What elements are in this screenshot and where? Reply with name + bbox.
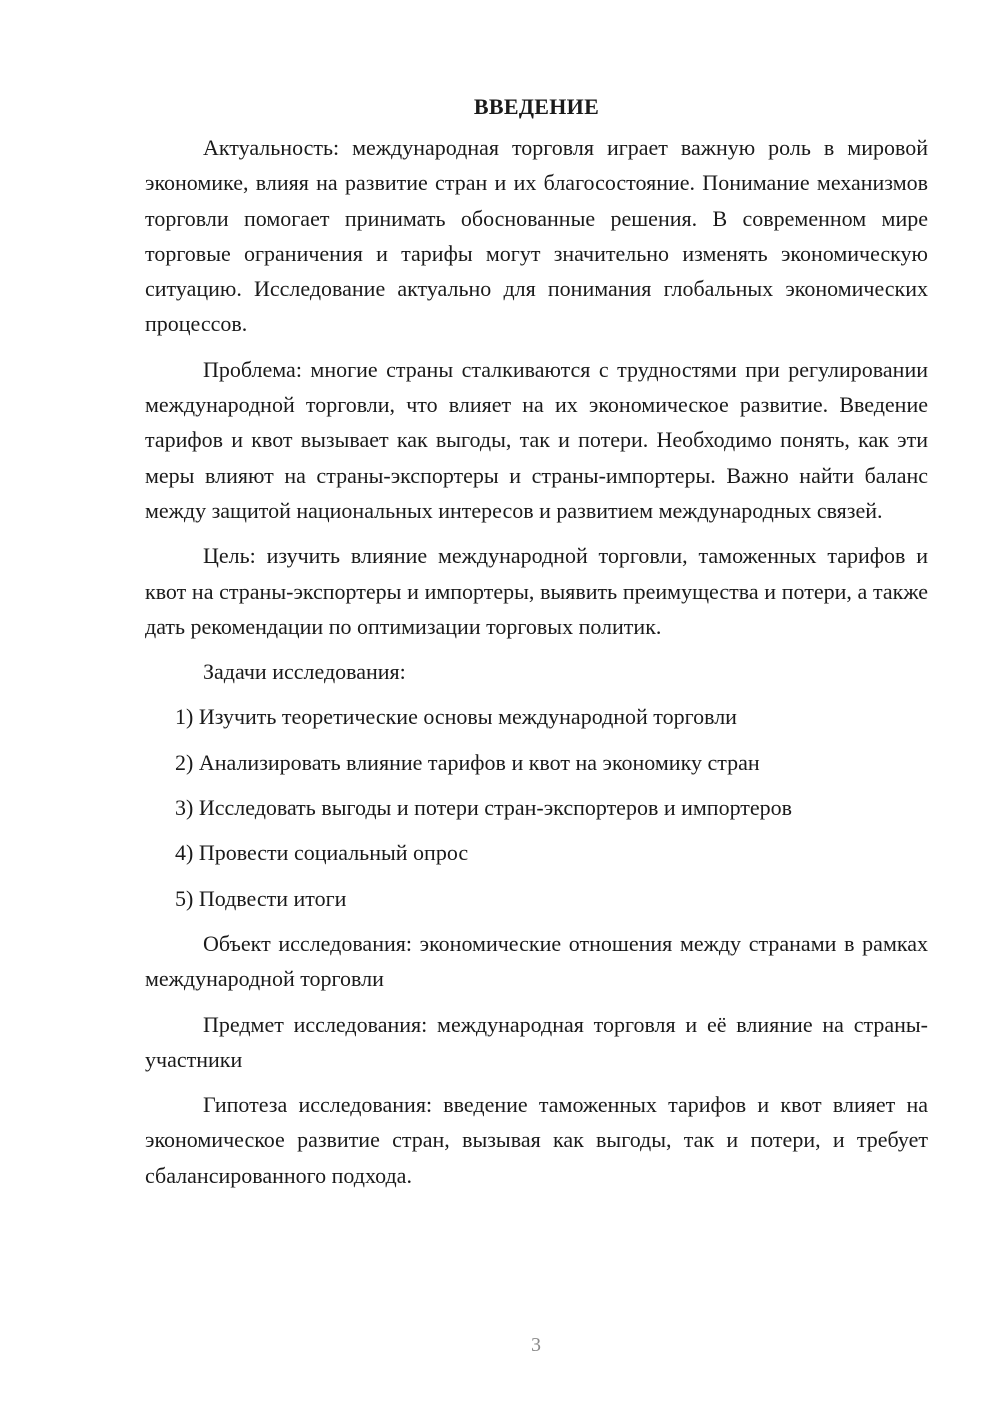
page-number: 3 — [531, 1334, 541, 1356]
problem-paragraph: Проблема: многие страны сталкиваются с трудностями при регулировании международной торговли, что влияет на их экономическое развитие. Введение тарифов и квот вызывает как выгоды, так и потери. Необходимо понять, как эти меры влияют на страны-экспортеры и страны-импортеры. Важно найти баланс между защитой национальных интересов и развитием международных связей. — [145, 356, 928, 523]
section-heading: ВВЕДЕНИЕ — [473, 94, 600, 119]
list-item: 3) Исследовать выгоды и потери стран-экспортеров и импортеров — [175, 795, 793, 821]
goal-paragraph: Цель: изучить влияние международной торговли, таможенных тарифов и квот на страны-экспортеры и импортеры, выявить преимущества и потери, а также дать рекомендации по оптимизации торговых политик. — [145, 543, 928, 639]
list-item: 4) Провести социальный опрос — [175, 840, 469, 866]
object-paragraph: Объект исследования: экономические отношения между странами в рамках международной торговли — [145, 930, 928, 992]
subject-paragraph: Предмет исследования: международная торговля и её влияние на страны-участники — [145, 1011, 928, 1072]
list-item: 2) Анализировать влияние тарифов и квот на экономику стран — [175, 749, 760, 775]
relevance-paragraph: Актуальность: международная торговля играет важную роль в мировой экономике, влияя на развитие стран и их благосостояние. Понимание механизмов торговли помогает принимать обоснованные решения. В современном мире торговые ограничения и тарифы могут значительно изменять экономическую ситуацию. Исследование актуально для понимания глобальных экономических процессов. — [145, 135, 928, 337]
hypothesis-paragraph: Гипотеза исследования: введение таможенных тарифов и квот влияет на экономическое развитие стран, вызывая как выгоды, так и потери, и требует сбалансированного подхода. — [145, 1092, 928, 1188]
list-item: 5) Подвести итоги — [175, 885, 347, 911]
tasks-list — [145, 699, 928, 915]
document-page — [145, 92, 928, 1203]
list-item: 1) Изучить теоретические основы международной торговли — [175, 704, 737, 730]
tasks-title: Задачи исследования: — [203, 659, 406, 685]
